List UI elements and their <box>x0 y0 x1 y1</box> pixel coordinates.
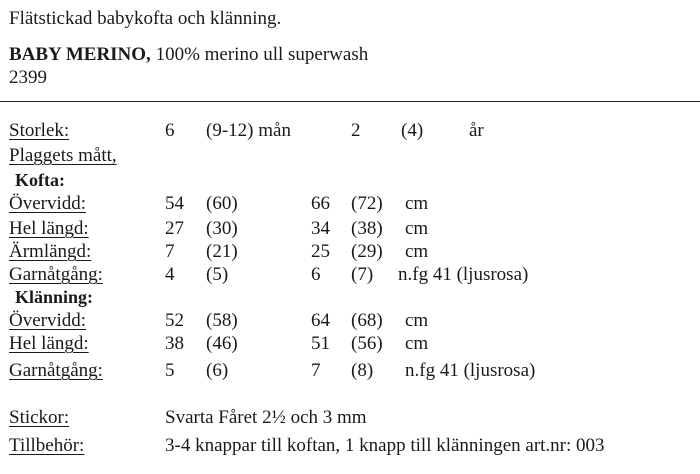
row-value: (30) <box>206 218 238 239</box>
row-value: (56) <box>351 333 383 354</box>
row-value: 4 <box>165 264 175 285</box>
pattern-title: Flätstickad babykofta och klänning. <box>9 8 282 29</box>
row-value: (21) <box>206 241 238 262</box>
row-unit: cm <box>405 333 429 354</box>
row-value: 51 <box>311 333 330 354</box>
size-value: (4) <box>401 120 424 141</box>
row-value: 6 <box>311 264 321 285</box>
row-unit: cm <box>405 193 429 214</box>
row-unit: n.fg 41 (ljusrosa) <box>405 360 536 381</box>
row-value: 27 <box>165 218 184 239</box>
row-value: 52 <box>165 310 184 331</box>
row-value: 38 <box>165 333 184 354</box>
row-unit: cm <box>405 241 429 262</box>
row-value: (68) <box>351 310 383 331</box>
size-label: Storlek: <box>9 120 70 141</box>
measurements-heading: Plaggets mått, <box>9 145 117 166</box>
row-value: 64 <box>311 310 330 331</box>
row-value: (72) <box>351 193 383 214</box>
row-unit: n.fg 41 (ljusrosa) <box>398 264 529 285</box>
needles-value: Svarta Fåret 2½ och 3 mm <box>165 407 367 428</box>
row-value: (46) <box>206 333 238 354</box>
row-label: Garnåtgång: <box>9 360 103 381</box>
size-value: 6 <box>165 120 175 141</box>
accessories-label: Tillbehör: <box>9 435 85 456</box>
needles-label: Stickor: <box>9 407 70 428</box>
klanning-heading: Klänning: <box>15 287 94 307</box>
row-value: (6) <box>206 360 229 381</box>
row-unit: cm <box>405 218 429 239</box>
row-label: Övervidd: <box>9 310 87 331</box>
row-value: 5 <box>165 360 175 381</box>
row-unit: cm <box>405 310 429 331</box>
row-label: Övervidd: <box>9 193 87 214</box>
size-unit: år <box>469 120 484 141</box>
row-label: Hel längd: <box>9 218 89 239</box>
row-value: 54 <box>165 193 184 214</box>
row-value: (58) <box>206 310 238 331</box>
accessories-value: 3-4 knappar till koftan, 1 knapp till klänningen art.nr: 003 <box>165 435 605 456</box>
yarn-line <box>9 45 368 64</box>
row-value: 25 <box>311 241 330 262</box>
yarn-description: 100% merino ull superwash <box>155 44 369 65</box>
row-value: (38) <box>351 218 383 239</box>
row-label: Hel längd: <box>9 333 89 354</box>
kofta-heading: Kofta: <box>15 170 65 190</box>
row-label: Ärmlängd: <box>9 241 92 262</box>
row-value: (7) <box>351 264 374 285</box>
row-value: (60) <box>206 193 238 214</box>
row-value: 66 <box>311 193 330 214</box>
row-value: 7 <box>165 241 175 262</box>
row-value: (5) <box>206 264 229 285</box>
header-divider <box>0 101 700 102</box>
yarn-name: BABY MERINO, <box>9 44 151 65</box>
row-label: Garnåtgång: <box>9 264 103 285</box>
pattern-number: 2399 <box>9 67 47 88</box>
row-value: 7 <box>311 360 321 381</box>
size-value: (9-12) mån <box>206 120 291 141</box>
row-value: (29) <box>351 241 383 262</box>
size-value: 2 <box>351 120 361 141</box>
row-value: 34 <box>311 218 330 239</box>
row-value: (8) <box>351 360 374 381</box>
